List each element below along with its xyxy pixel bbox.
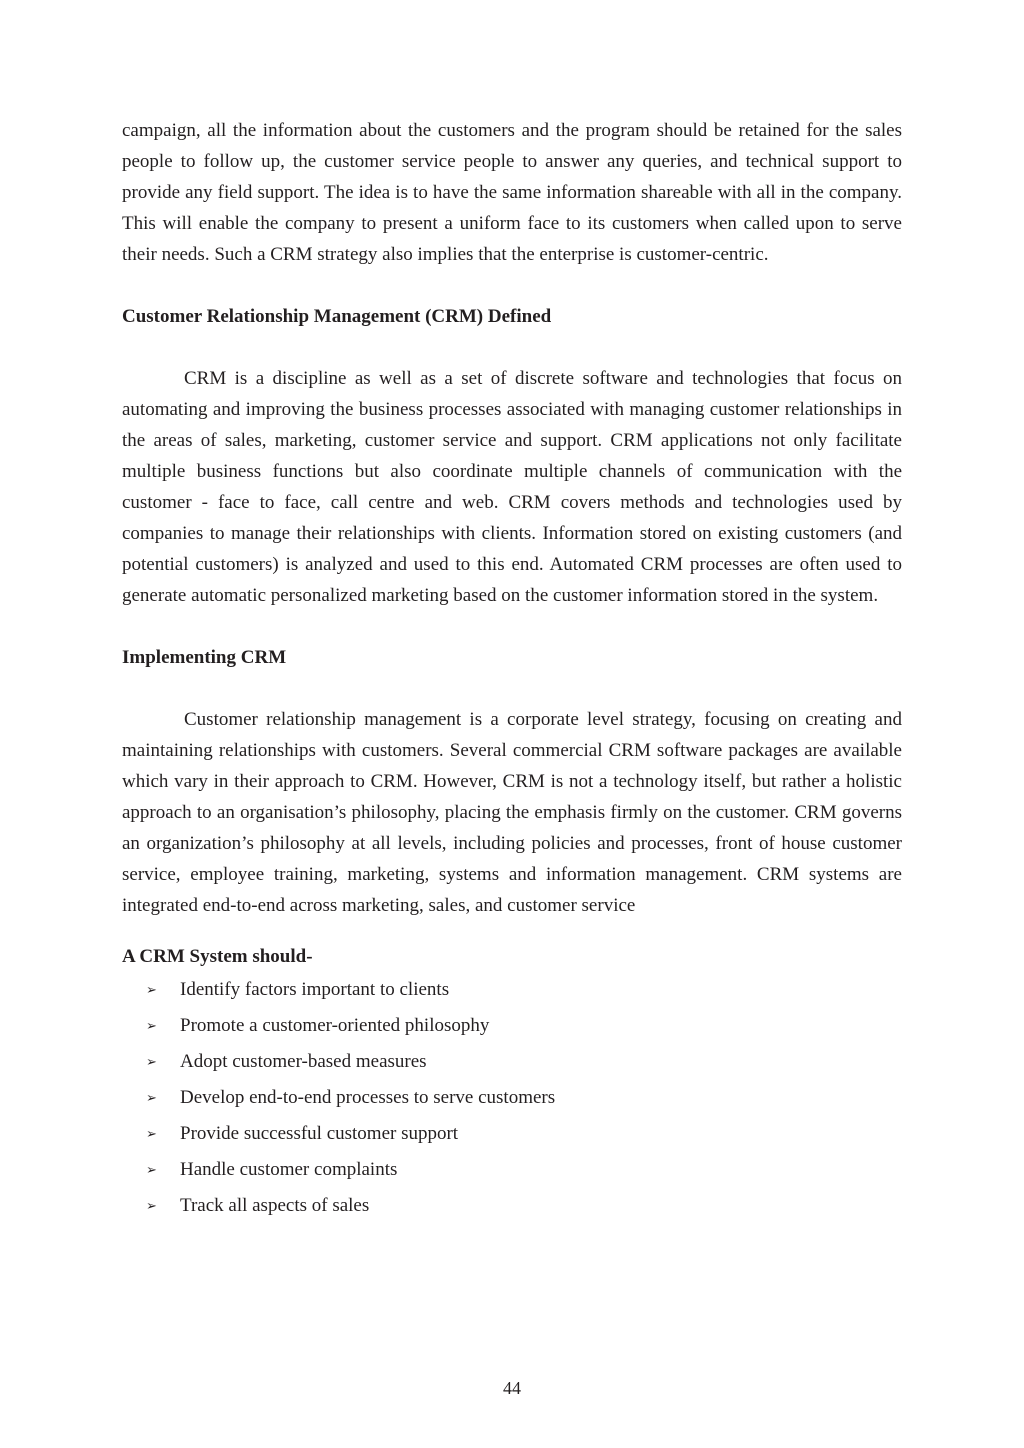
list-item-text: Adopt customer-based measures bbox=[180, 1051, 427, 1072]
list-item bbox=[122, 1152, 902, 1188]
crm-requirements-list bbox=[122, 972, 902, 1224]
arrowhead-bullet-icon: ➢ bbox=[146, 982, 157, 998]
arrowhead-bullet-icon: ➢ bbox=[146, 1054, 157, 1070]
heading-crm-defined: Customer Relationship Management (CRM) Defined bbox=[122, 306, 552, 327]
page-content bbox=[122, 115, 902, 1224]
list-item-text: Track all aspects of sales bbox=[180, 1195, 370, 1216]
list-item bbox=[122, 1008, 902, 1044]
heading-implementing-crm: Implementing CRM bbox=[122, 647, 287, 668]
intro-paragraph: campaign, all the information about the customers and the program should be retained for the sales people to follow up, the customer service people to answer any queries, and technical support to provide any field support. The idea is to have the same information shareable with all in the company. This will enable the company to present a uniform face to its customers when called upon to serve their needs. Such a CRM strategy also implies that the enterprise is customer-centric. bbox=[122, 120, 902, 265]
list-item-text: Provide successful customer support bbox=[180, 1123, 459, 1144]
list-item bbox=[122, 1188, 902, 1224]
list-item-text: Promote a customer-oriented philosophy bbox=[180, 1015, 490, 1036]
list-item bbox=[122, 1080, 902, 1116]
arrowhead-bullet-icon: ➢ bbox=[146, 1018, 157, 1034]
list-item-text: Develop end-to-end processes to serve customers bbox=[180, 1087, 556, 1108]
arrowhead-bullet-icon: ➢ bbox=[146, 1198, 157, 1214]
list-item-text: Handle customer complaints bbox=[180, 1159, 398, 1180]
implementing-crm-paragraph: Customer relationship management is a corporate level strategy, focusing on creating and maintaining relationships with customers. Several commercial CRM software packages are available which vary in their approach to CRM. However, CRM is not a technology itself, but rather a holistic approach to an organisation’s philosophy, placing the emphasis firmly on the customer. CRM governs an organization’s philosophy at all levels, including policies and processes, front of house customer service, employee training, marketing, systems and information management. CRM systems are integrated end-to-end across marketing, sales, and customer service bbox=[122, 709, 902, 916]
crm-defined-paragraph: CRM is a discipline as well as a set of discrete software and technologies that focus on automating and improving the business processes associated with managing customer relationships in the areas of sales, marketing, customer service and support. CRM applications not only facilitate multiple business functions but also coordinate multiple channels of communication with the customer - face to face, call centre and web. CRM covers methods and technologies used by companies to manage their relationships with clients. Information stored on existing customers (and potential customers) is analyzed and used to this end. Automated CRM processes are often used to generate automatic personalized marketing based on the customer information stored in the system. bbox=[122, 368, 902, 606]
heading-crm-system-should: A CRM System should- bbox=[122, 946, 313, 967]
arrowhead-bullet-icon: ➢ bbox=[146, 1162, 157, 1178]
list-item bbox=[122, 1044, 902, 1080]
list-item bbox=[122, 1116, 902, 1152]
page-number: 44 bbox=[503, 1378, 521, 1398]
list-item-text: Identify factors important to clients bbox=[180, 979, 450, 1000]
list-item bbox=[122, 972, 902, 1008]
arrowhead-bullet-icon: ➢ bbox=[146, 1090, 157, 1106]
arrowhead-bullet-icon: ➢ bbox=[146, 1126, 157, 1142]
